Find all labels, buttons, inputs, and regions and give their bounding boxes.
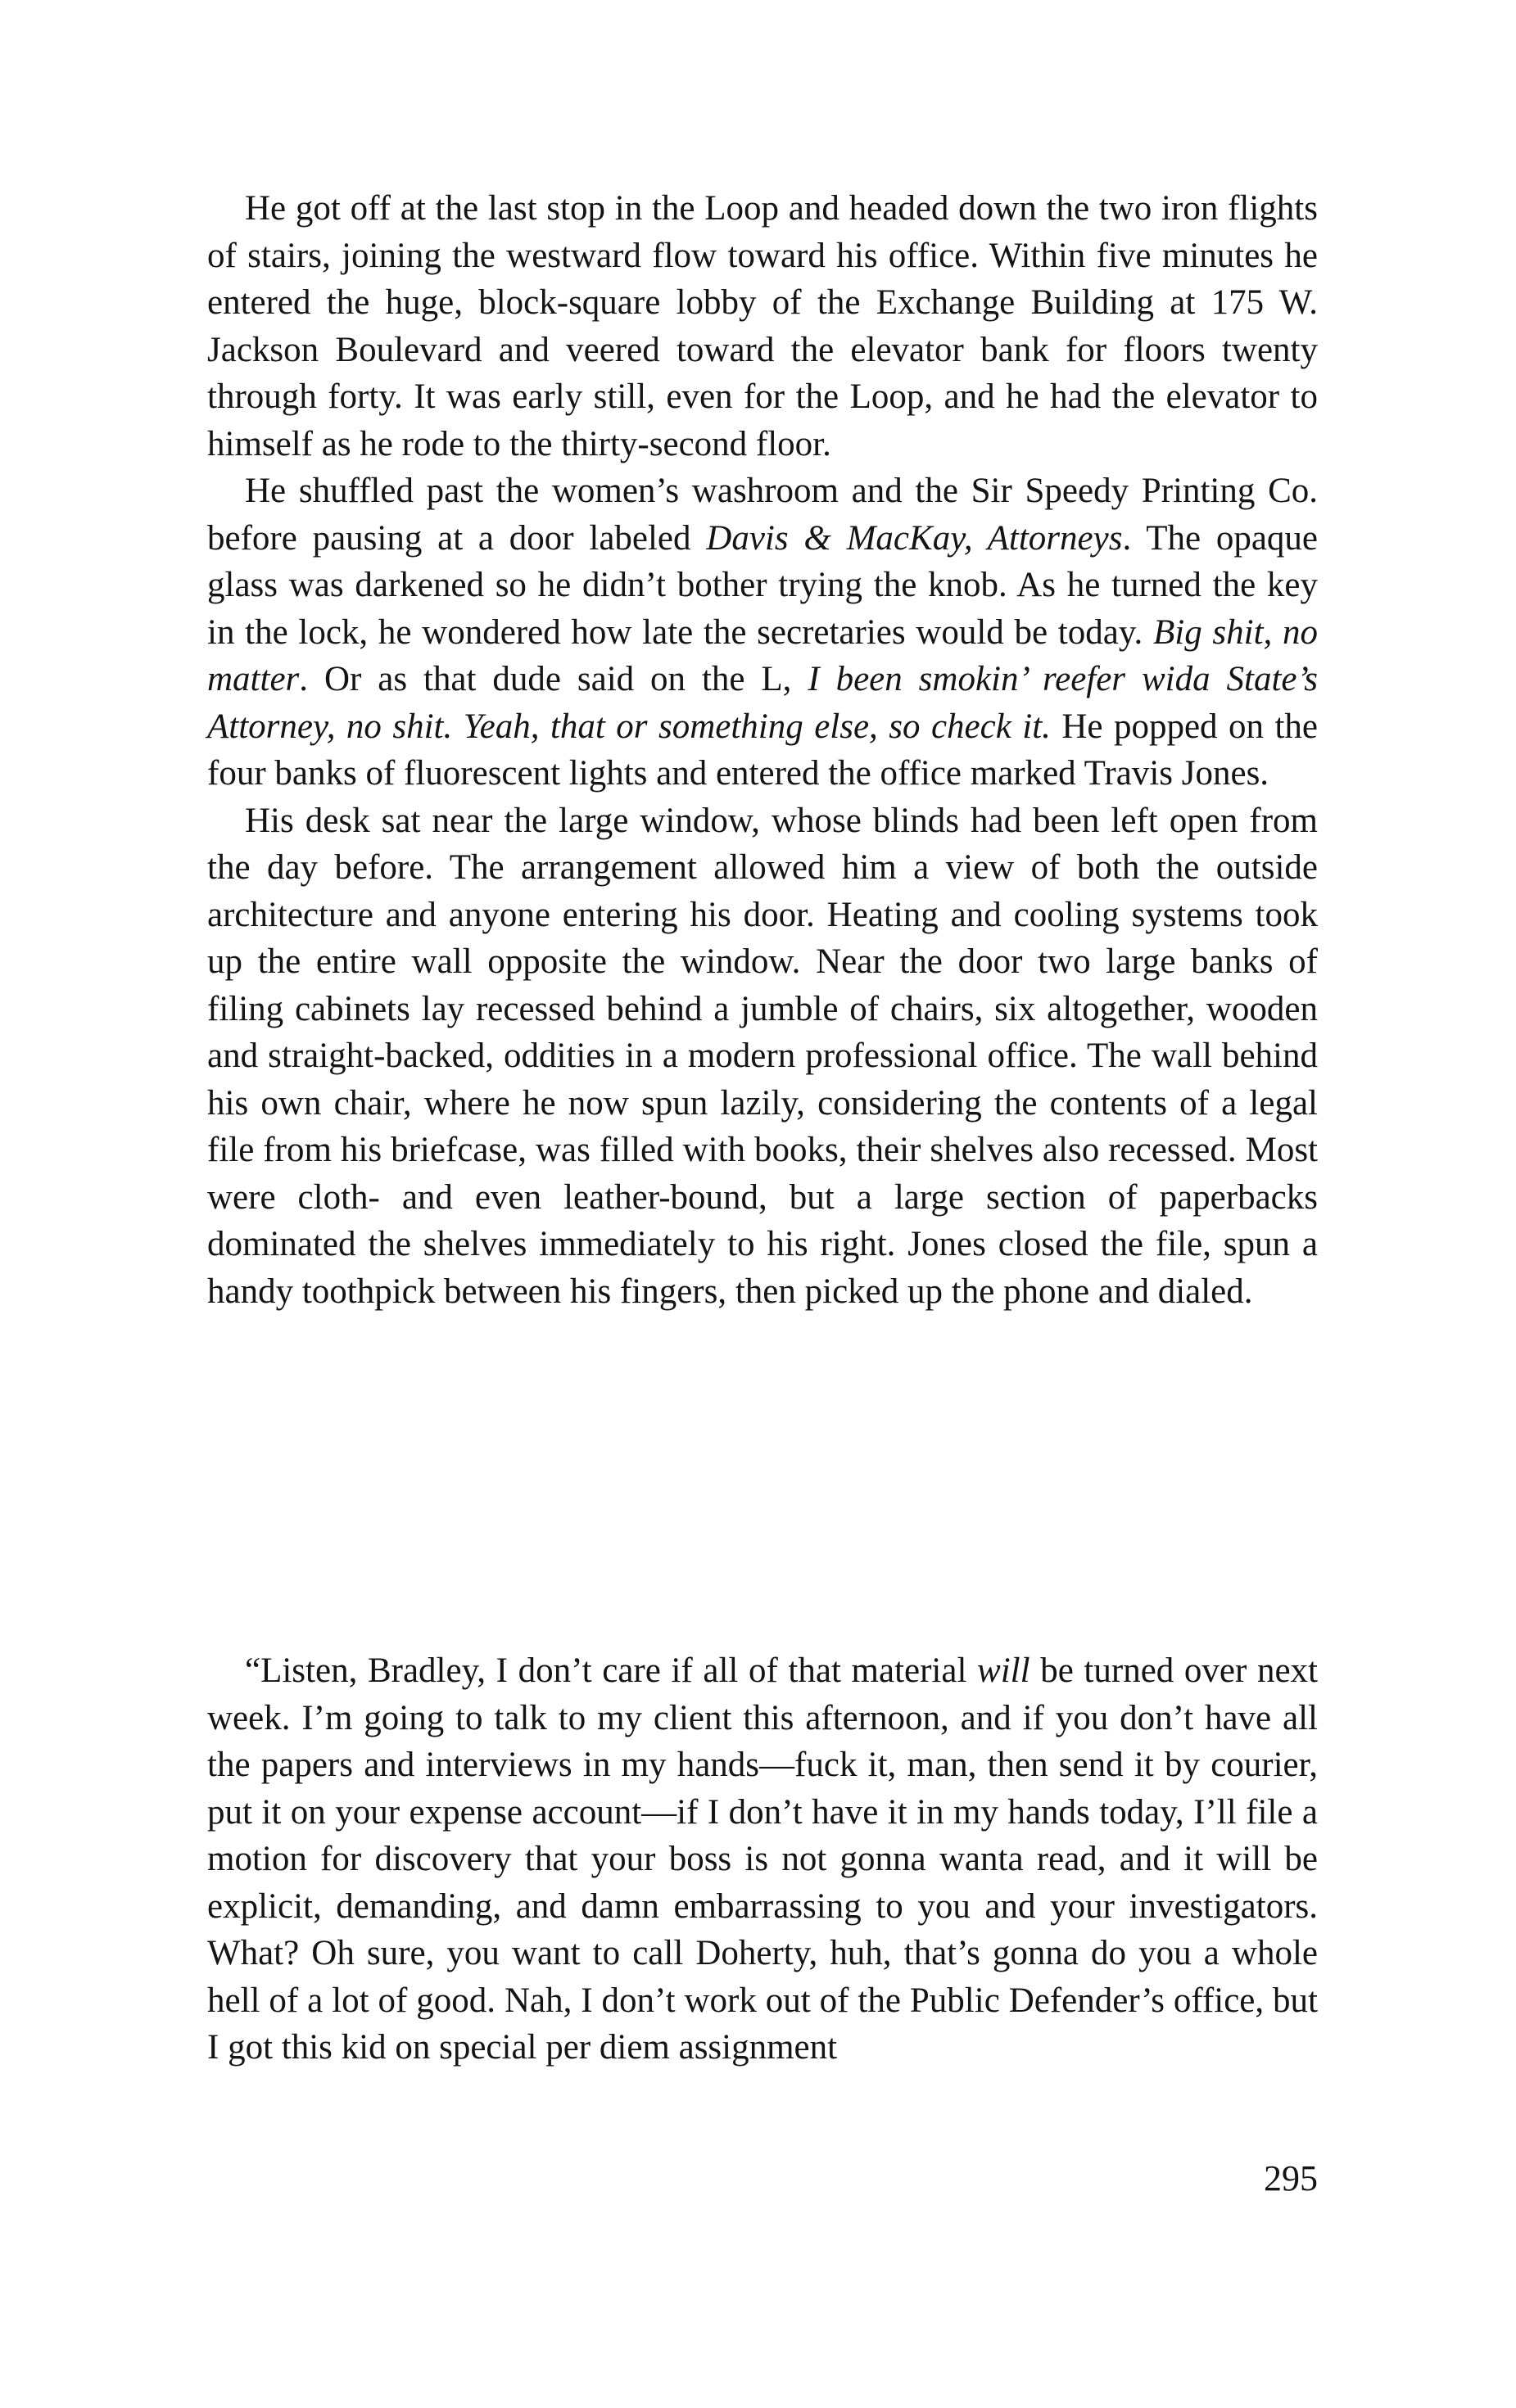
paragraph-4-italic-will: will [977,1651,1030,1690]
paragraph-2-text-4: He popped on the four banks of fluorescent lights and entered the office marked Travis Jones. [207,707,1318,793]
body-text-section-1 [207,185,1318,1315]
body-text-section-2 [207,1647,1318,2071]
paragraph-3-text: His desk sat near the large window, whose blinds had been left open from the day before. The arrangement allowed him a view of both the outside architecture and anyone entering his door. Heating and cooling systems took up the entire wall opposite the window. Near the door two large banks of filing cabinets lay recessed behind a jumble of chairs, six altogether, wooden and straight-backed, oddities in a modern professional office. The wall behind his own chair, where he now spun lazily, considering the contents of a legal file from his briefcase, was filled with books, their shelves also recessed. Most were cloth- and even leather-bound, but a large section of paperbacks dominated the shelves immediately to his right. Jones closed the file, spun a handy toothpick between his fingers, then picked up the phone and dialed. [207,801,1318,1311]
paragraph-2-italic-thought: Big shit, no matter [207,612,1318,698]
paragraph-2-italic-firm-name: Davis & MacKay, Attorneys [706,518,1123,558]
page-number: 295 [1264,2158,1318,2198]
paragraph-2-text-3: . Or as that dude said on the L, [299,660,808,698]
paragraph-4-text-1: “Listen, Bradley, I don’t care if all of that material [245,1651,978,1690]
paragraph-2 [207,468,1318,797]
paragraph-4-text-2: be turned over next week. I’m going to talk to my client this afternoon, and if you don’t have all the papers and interviews in my hands—fuck it, man, then send it by courier, put it on your expense account—if I don’t have it in my hands today, I’ll file a motion for discovery that your boss is not gonna wanta read, and it will be explicit, demanding, and damn embarrassing to you and your investigators. What? Oh sure, you want to call Doherty, huh, that’s gonna do you a whole hell of a lot of good. Nah, I don’t work out of the Public Defender’s office, but I got this kid on special per diem assignment [207,1651,1318,2067]
paragraph-2-text-1: He shuffled past the women’s washroom and the Sir Speedy Printing Co. before pausing at a door labeled [207,472,1318,558]
paragraph-4 [207,1647,1318,2071]
paragraph-2-italic-quote: I been smokin’ reefer wida State’s Attorney, no shit. Yeah, that or something else, so check it. [207,660,1318,746]
paragraph-3 [207,797,1318,1316]
paragraph-1 [207,185,1318,468]
paragraph-1-text: He got off at the last stop in the Loop and headed down the two iron flights of stairs, joining the westward flow toward his office. Within five minutes he entered the huge, block-square lobby of the Exchange Building at 175 W. Jackson Boulevard and veered toward the elevator bank for floors twenty through forty. It was early still, even for the Loop, and he had the elevator to himself as he rode to the thirty-second floor. [207,189,1318,463]
paragraph-2-text-2: . The opaque glass was darkened so he didn’t bother trying the knob. As he turned the key in the lock, he wondered how late the secretaries would be today. [207,518,1318,652]
